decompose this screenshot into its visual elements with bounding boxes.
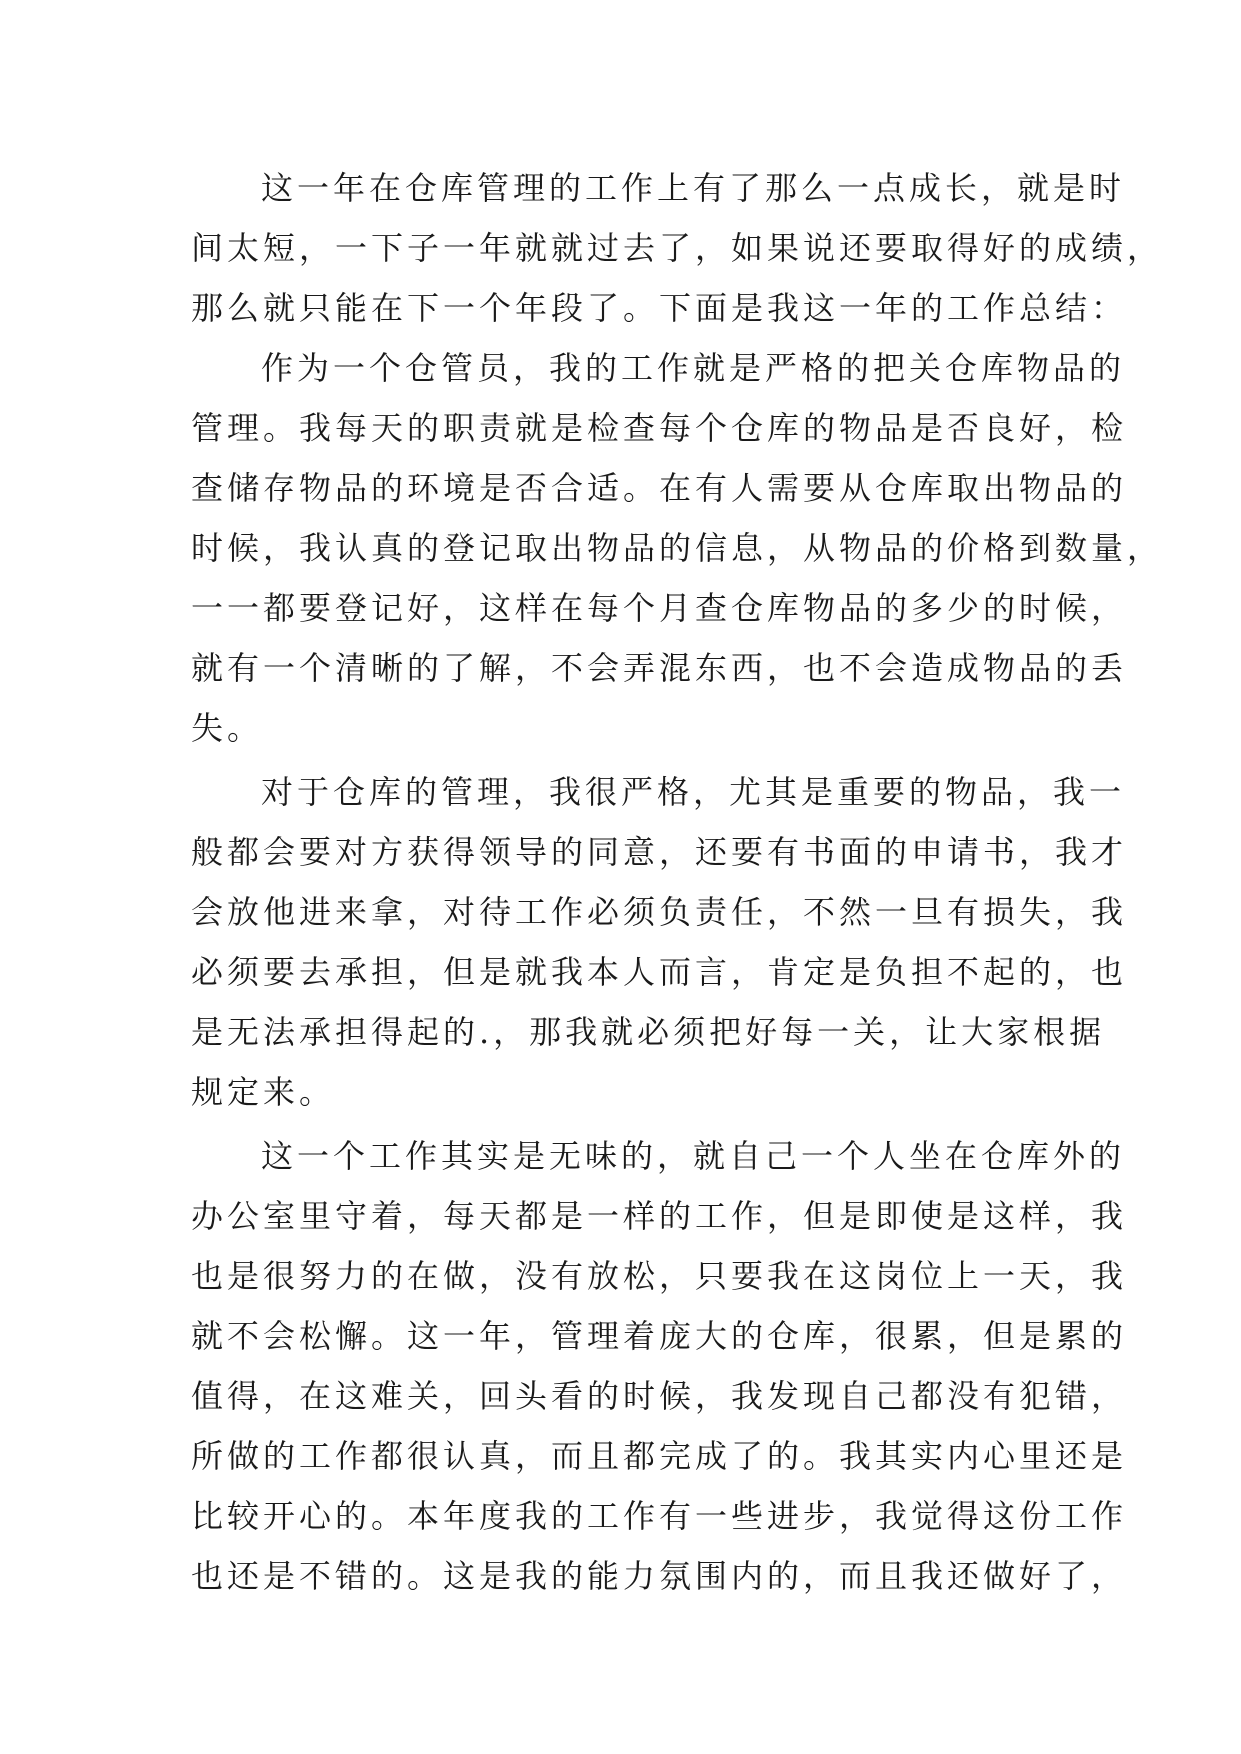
text-line: 规定来。 <box>191 1073 336 1111</box>
paragraph-4 <box>191 1126 1128 1606</box>
text-line: 般都会要对方获得领导的同意，还要有书面的申请书，我才 <box>191 833 1128 871</box>
text-line: 这一个工作其实是无味的，就自己一个人坐在仓库外的 <box>261 1137 1126 1175</box>
text-line: 管理。我每天的职责就是检查每个仓库的物品是否良好，检 <box>191 409 1128 447</box>
paragraph-3 <box>191 762 1128 1122</box>
text-line: 查储存物品的环境是否合适。在有人需要从仓库取出物品的 <box>191 469 1128 507</box>
text-line: 会放他进来拿，对待工作必须负责任，不然一旦有损失，我 <box>191 893 1128 931</box>
text-line: 时候，我认真的登记取出物品的信息，从物品的价格到数量， <box>191 529 1164 567</box>
text-line: 必须要去承担，但是就我本人而言，肯定是负担不起的，也 <box>191 953 1128 991</box>
paragraph-2 <box>191 338 1164 758</box>
text-line: 间太短，一下子一年就就过去了，如果说还要取得好的成绩， <box>191 229 1164 267</box>
text-line: 一一都要登记好，这样在每个月查仓库物品的多少的时候， <box>191 589 1128 627</box>
text-line: 这一年在仓库管理的工作上有了那么一点成长，就是时 <box>261 169 1126 207</box>
document-body <box>191 158 1164 1606</box>
text-line: 作为一个仓管员，我的工作就是严格的把关仓库物品的 <box>261 349 1126 387</box>
text-line: 比较开心的。本年度我的工作有一些进步，我觉得这份工作 <box>191 1497 1128 1535</box>
text-line: 也还是不错的。这是我的能力氛围内的，而且我还做好了， <box>191 1557 1128 1595</box>
text-line: 办公室里守着，每天都是一样的工作，但是即使是这样，我 <box>191 1197 1128 1235</box>
text-line: 所做的工作都很认真，而且都完成了的。我其实内心里还是 <box>191 1437 1128 1475</box>
text-line: 就不会松懈。这一年，管理着庞大的仓库，很累，但是累的 <box>191 1317 1128 1355</box>
text-line: 那么就只能在下一个年段了。下面是我这一年的工作总结： <box>191 289 1128 327</box>
text-line: 是无法承担得起的.，那我就必须把好每一关，让大家根据 <box>191 1013 1106 1051</box>
text-line: 对于仓库的管理，我很严格，尤其是重要的物品，我一 <box>261 773 1126 811</box>
paragraph-1 <box>191 158 1164 338</box>
text-line: 也是很努力的在做，没有放松，只要我在这岗位上一天，我 <box>191 1257 1128 1295</box>
text-line: 值得，在这难关，回头看的时候，我发现自己都没有犯错， <box>191 1377 1128 1415</box>
text-line: 就有一个清晰的了解，不会弄混东西，也不会造成物品的丢 <box>191 649 1128 687</box>
text-line: 失。 <box>191 709 264 747</box>
